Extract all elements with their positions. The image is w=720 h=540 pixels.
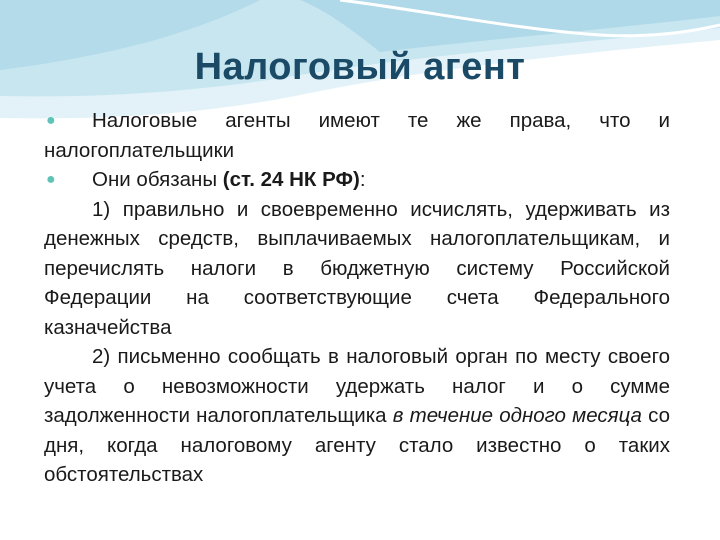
slide-body xyxy=(44,106,670,490)
bullet-obligations-suffix: : xyxy=(359,168,366,191)
obligation-item-2-part2: со дня, когда налоговому агенту стало известно о таких обстоятельствах xyxy=(44,404,670,486)
bullet-rights-text: Налоговые агенты имеют те же права, что и налогоплательщики xyxy=(44,109,670,162)
slide-title: Налоговый агент xyxy=(194,46,526,88)
legal-reference: (ст. 24 НК РФ) xyxy=(222,168,360,191)
bullet-rights xyxy=(44,106,670,165)
obligation-item-1: 1) правильно и своевременно исчислять, удерживать из денежных средств, выплачиваемых налогоплательщикам, и перечислять налоги в бюджетную систему Российской Федерации на соответствующие счета Федерального казначейства xyxy=(44,197,670,339)
bullet-obligations-prefix: Они обязаны xyxy=(92,168,223,191)
bullet-obligations xyxy=(44,165,670,195)
deadline-emphasis: в течение одного месяца xyxy=(392,404,642,427)
obligation-item-2-part1: 2) письменно сообщать в налоговый орган по месту своего учета о невозможности удержать налог и о сумме задолженности налогоплательщика xyxy=(44,345,670,427)
obligation-item-2 xyxy=(44,342,670,490)
bullet-dot-icon: ● xyxy=(46,171,56,188)
bullet-dot-icon: ● xyxy=(46,112,56,129)
